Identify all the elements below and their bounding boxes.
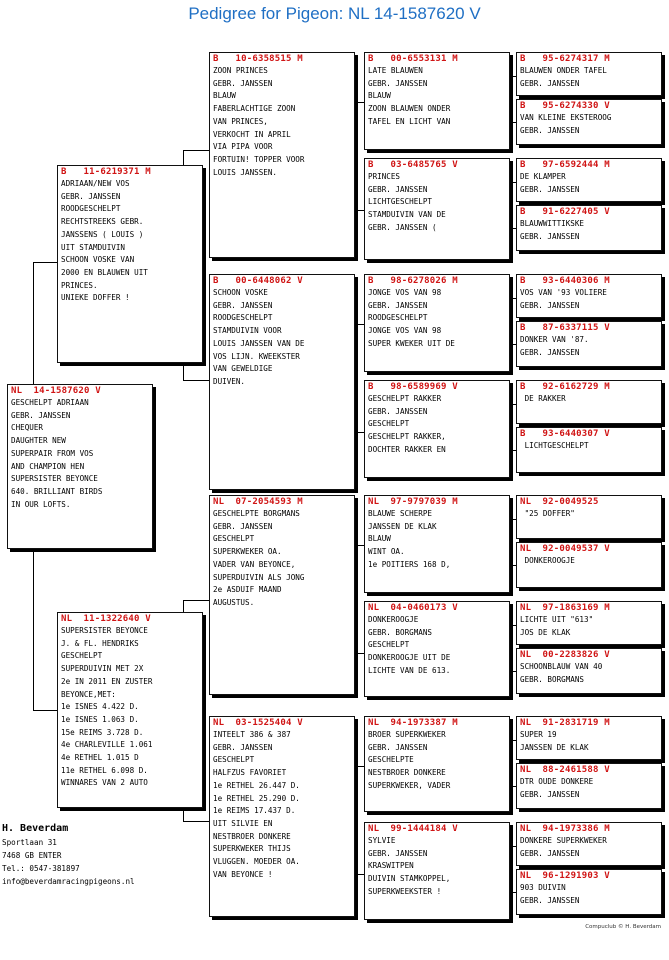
pigeon-info-line: VIA PIPA VOOR — [213, 142, 273, 152]
pigeon-info-line: GEBR. JANSSEN — [213, 300, 273, 310]
pigeon-info-line: DOCHTER RAKKER EN — [368, 444, 446, 454]
subject-pigeon-card[interactable] — [7, 384, 153, 549]
connector-line — [512, 625, 513, 672]
pigeon-info-line: GESCHELPT — [368, 640, 410, 650]
pigeon-info-line: GEBR. BORGMANS — [368, 627, 433, 637]
footer-credit: Compuclub © H. Beverdam — [585, 924, 661, 930]
pigeon-info-line: DONKER VAN '87. — [520, 335, 589, 344]
pigeon-info-line: 4e RETHEL 1.015 D — [61, 753, 139, 763]
pigeon-info-line: BLAUW — [368, 91, 391, 101]
connector-line — [183, 150, 210, 151]
pigeon-info-line: GEBR. JANSSEN — [213, 742, 273, 752]
pigeon-info-line: VADER VAN BEYONCE, — [213, 559, 296, 569]
great-great-grandparent-card[interactable] — [516, 763, 662, 809]
connector-line — [512, 740, 513, 787]
pigeon-info-line: DONKERE SUPERKWEKER — [520, 836, 607, 845]
pigeon-info-line: FORTUIN! TOPPER VOOR — [213, 154, 305, 164]
pigeon-info-line: 1e REIMS 17.437 D. — [213, 806, 296, 816]
pigeon-info-line: JANSSEN DE KLAK — [368, 521, 437, 531]
pigeon-info-line: 15e REIMS 3.728 D. — [61, 727, 144, 737]
ring-number: B 95-6274330 V — [520, 101, 610, 111]
pigeon-info-line: GEBR. JANSSEN — [520, 789, 580, 799]
grandparent-card[interactable] — [209, 495, 355, 695]
ring-number: B 87-6337115 V — [520, 323, 610, 333]
great-great-grandparent-card[interactable] — [516, 542, 662, 588]
pigeon-info-line: GEBR. JANSSEN — [213, 78, 273, 88]
pigeon-info-line: NESTBROER DONKERE — [213, 831, 291, 841]
pigeon-info-line: GEBR. JANSSEN — [61, 191, 121, 201]
ring-number: NL 97-9797039 M — [368, 497, 458, 507]
pigeon-info-line: 903 DUIVIN — [520, 883, 566, 892]
pigeon-info-line: BROER SUPERKWEKER — [368, 730, 446, 739]
pigeon-info-line: SCHOONBLAUW VAN 40 — [520, 662, 603, 671]
connector-line — [512, 519, 513, 566]
pigeon-info-line: LOUIS JANSSEN VAN DE — [213, 338, 305, 348]
pigeon-info-line: JANSSEN DE KLAK — [520, 742, 589, 752]
pigeon-info-line: ROODGESCHELPT — [213, 313, 273, 323]
connector-line — [33, 710, 58, 711]
pigeon-info-line: SUPERPAIR FROM VOS — [11, 448, 94, 458]
pigeon-info-line: GESCHELPT ADRIAAN — [11, 398, 89, 407]
great-great-grandparent-card[interactable] — [516, 495, 662, 539]
ring-number: NL 94-1973387 M — [368, 718, 458, 728]
pigeon-info-line: DONKEROOGJE — [520, 556, 575, 565]
great-great-grandparent-card[interactable] — [516, 716, 662, 760]
pigeon-info-line: KRASWITPEN — [368, 861, 414, 871]
ring-number: NL 96-1291903 V — [520, 871, 610, 881]
ring-number: NL 07-2054593 M — [213, 497, 303, 507]
pigeon-info-line: UIT SILVIE EN — [213, 818, 273, 828]
grandparent-card[interactable] — [209, 274, 355, 490]
ring-number: B 98-6278026 M — [368, 276, 458, 286]
breeder-phone: Tel.: 0547-381897 — [2, 864, 80, 873]
connector-line — [33, 262, 58, 263]
pigeon-info-line: GESCHELPT — [61, 651, 103, 661]
pigeon-info-line: SUPERDUIVIN MET 2X — [61, 664, 144, 674]
pigeon-info-line: NESTBROER DONKERE — [368, 768, 446, 778]
connector-line — [512, 404, 513, 451]
pigeon-info-line: 1e RETHEL 25.290 D. — [213, 793, 300, 803]
pigeon-info-line: 11e RETHEL 6.098 D. — [61, 765, 148, 775]
pigeon-info-line: VOS LIJN. KWEEKSTER — [213, 351, 300, 361]
pigeon-info-line: 4e CHARLEVILLE 1.061 — [61, 740, 153, 750]
pigeon-info-line: GESCHELPT — [368, 419, 410, 429]
pigeon-info-line: GEBR. BORGMANS — [520, 674, 585, 684]
pigeon-info-line: ZOON PRINCES — [213, 66, 268, 75]
pigeon-info-line: GESCHELPT — [213, 534, 255, 544]
pigeon-info-line: GESCHELPTE BORGMANS — [213, 509, 300, 518]
pigeon-info-line: GESCHELPT — [213, 755, 255, 765]
ring-number: NL 11-1322640 V — [61, 614, 151, 624]
breeder-email[interactable]: info@beverdamracingpigeons.nl — [2, 877, 135, 886]
pigeon-info-line: BLAUWWITTIKSKE — [520, 219, 585, 228]
pigeon-info-line: SUPERKWEKER OA. — [213, 547, 282, 557]
pigeon-info-line: DAUGHTER NEW — [11, 436, 66, 446]
breeder-info — [2, 822, 135, 888]
great-grandparent-card[interactable] — [364, 601, 510, 697]
pigeon-info-line: WINNARES VAN 2 AUTO — [61, 778, 148, 788]
pigeon-info-line: UIT STAMDUIVIN — [61, 242, 126, 252]
pigeon-info-line: DE RAKKER — [520, 394, 566, 403]
pigeon-info-line: VLUGGEN. MOEDER OA. — [213, 857, 300, 867]
pigeon-info-line: GEBR. JANSSEN — [368, 184, 428, 194]
great-great-grandparent-card[interactable] — [516, 869, 662, 915]
pigeon-info-line: AUGUSTUS. — [213, 597, 255, 607]
pigeon-info-line: GEBR. JANSSEN — [368, 300, 428, 310]
pigeon-info-line: 1e ISNES 1.063 D. — [61, 714, 139, 724]
pigeon-info-line: J. & FL. HENDRIKS — [61, 638, 139, 648]
pigeon-info-line: BEYONCE,MET: — [61, 689, 116, 699]
connector-line — [33, 262, 34, 386]
ring-number: B 11-6219371 M — [61, 167, 151, 177]
pigeon-info-line: GEBR. JANSSEN — [520, 231, 580, 241]
great-great-grandparent-card[interactable] — [516, 380, 662, 424]
pigeon-info-line: SUPERKWEEKSTER ! — [368, 886, 442, 896]
great-great-grandparent-card[interactable] — [516, 601, 662, 645]
pigeon-info-line: VAN PRINCES, — [213, 116, 268, 126]
pigeon-info-line: BLAUW — [213, 91, 236, 101]
grandparent-card[interactable] — [209, 716, 355, 917]
ring-number: NL 94-1973386 M — [520, 824, 610, 834]
pigeon-info-line: RECHTSTREEKS GEBR. — [61, 217, 144, 227]
dam-card[interactable] — [57, 612, 203, 808]
pigeon-info-line: ROODGESCHELPT — [368, 313, 428, 323]
pigeon-info-line: IN OUR LOFTS. — [11, 499, 71, 509]
pigeon-info-line: BLAUW — [368, 534, 391, 544]
great-grandparent-card[interactable] — [364, 274, 510, 372]
ring-number: B 00-6553131 M — [368, 54, 458, 64]
great-great-grandparent-card[interactable] — [516, 99, 662, 145]
great-grandparent-card[interactable] — [364, 52, 510, 150]
breeder-address: Sportlaan 31 — [2, 838, 57, 847]
pigeon-info-line: SUPERSISTER BEYONCE — [61, 626, 148, 635]
pigeon-info-line: TAFEL EN LICHT VAN — [368, 116, 451, 126]
great-great-grandparent-card[interactable] — [516, 321, 662, 367]
pigeon-info-line: SYLVIE — [368, 836, 396, 845]
pigeon-info-line: GEBR. JANSSEN — [520, 347, 580, 357]
pigeon-info-line: GEBR. JANSSEN — [520, 895, 580, 905]
pigeon-info-line: LICHTE VAN DE 613. — [368, 665, 451, 675]
page-title: Pedigree for Pigeon: NL 14-1587620 V — [188, 4, 481, 23]
ring-number: B 00-6448062 V — [213, 276, 303, 286]
pigeon-info-line: SCHOON VOSKE — [213, 288, 268, 297]
ring-number: B 93-6440307 V — [520, 429, 610, 439]
pigeon-info-line: ROODGESCHELPT — [61, 204, 121, 214]
pigeon-info-line: DUIVEN. — [213, 376, 246, 386]
pigeon-info-line: HALFZUS FAVORIET — [213, 768, 287, 778]
ring-number: NL 99-1444184 V — [368, 824, 458, 834]
connector-line — [183, 807, 184, 821]
pigeon-info-line: LICHTGESCHELPT — [368, 197, 433, 207]
pigeon-info-line: GEBR. JANSSEN — [368, 848, 428, 858]
pigeon-info-line: UNIEKE DOFFER ! — [61, 293, 130, 303]
pigeon-info-line: DONKEROOGJE UIT DE — [368, 653, 451, 663]
great-grandparent-card[interactable] — [364, 158, 510, 260]
pigeon-info-line: 2000 EN BLAUWEN UIT — [61, 267, 148, 277]
pigeon-info-line: GEBR. JANSSEN — [368, 78, 428, 88]
pigeon-info-line: LATE BLAUWEN — [368, 66, 423, 75]
pigeon-info-line: CHEQUER — [11, 423, 44, 433]
pigeon-info-line: SUPERKWEKER THIJS — [213, 844, 291, 854]
pigeon-info-line: JANSSENS ( LOUIS ) — [61, 229, 144, 239]
connector-line — [183, 150, 184, 166]
ring-number: B 03-6485765 V — [368, 160, 458, 170]
connector-line — [512, 76, 513, 123]
pigeon-info-line: VAN BEYONCE ! — [213, 869, 273, 879]
pigeon-info-line: ZOON BLAUWEN ONDER — [368, 104, 451, 114]
pigeon-info-line: JONGE VOS VAN 98 — [368, 288, 442, 297]
pigeon-info-line: GESCHELPT RAKKER — [368, 394, 442, 403]
pigeon-info-line: VAN GEWELDIGE — [213, 364, 273, 374]
ring-number: B 97-6592444 M — [520, 160, 610, 170]
pigeon-info-line: LICHTGESCHELPT — [520, 441, 589, 450]
pigeon-info-line: DTR OUDE DONKERE — [520, 777, 594, 786]
pigeon-info-line: ADRIAAN/NEW VOS — [61, 179, 130, 188]
great-great-grandparent-card[interactable] — [516, 274, 662, 318]
pigeon-info-line: GEBR. JANSSEN — [368, 406, 428, 416]
great-great-grandparent-card[interactable] — [516, 205, 662, 251]
pigeon-info-line: JOS DE KLAK — [520, 627, 571, 637]
ring-number: NL 92-0049537 V — [520, 544, 610, 554]
pigeon-info-line: SCHOON VOSKE VAN — [61, 255, 135, 265]
pigeon-info-line: SUPERDUIVIN ALS JONG — [213, 572, 305, 582]
pigeon-info-line: INTEELT 386 & 387 — [213, 730, 291, 739]
great-great-grandparent-card[interactable] — [516, 648, 662, 694]
great-great-grandparent-card[interactable] — [516, 427, 662, 473]
pigeon-info-line: DE KLAMPER — [520, 172, 566, 181]
ring-number: B 92-6162729 M — [520, 382, 610, 392]
ring-number: B 93-6440306 M — [520, 276, 610, 286]
great-grandparent-card[interactable] — [364, 822, 510, 920]
grandparent-card[interactable] — [209, 52, 355, 258]
pigeon-info-line: LOUIS JANSSEN. — [213, 167, 278, 177]
pigeon-info-line: "25 DOFFER" — [520, 509, 575, 518]
connector-line — [183, 362, 184, 380]
pigeon-info-line: PRINCES — [368, 172, 401, 181]
pigeon-info-line: VOS VAN '93 VOLIERE — [520, 288, 607, 297]
pigeon-info-line: GESCHELPTE — [368, 755, 414, 765]
pigeon-info-line: GEBR. JANSSEN — [520, 78, 580, 88]
pigeon-info-line: FABERLACHTIGE ZOON — [213, 104, 296, 114]
pigeon-info-line: SUPER KWEKER UIT DE — [368, 338, 455, 348]
pigeon-info-line: VERKOCHT IN APRIL — [213, 129, 291, 139]
ring-number: B 10-6358515 M — [213, 54, 303, 64]
ring-number: NL 00-2283826 V — [520, 650, 610, 660]
great-great-grandparent-card[interactable] — [516, 52, 662, 96]
ring-number: NL 88-2461588 V — [520, 765, 610, 775]
ring-number: B 95-6274317 M — [520, 54, 610, 64]
pigeon-info-line: LICHTE UIT "613" — [520, 615, 594, 624]
pigeon-info-line: JONGE VOS VAN 98 — [368, 326, 442, 336]
great-great-grandparent-card[interactable] — [516, 822, 662, 866]
pigeon-info-line: WINT OA. — [368, 547, 405, 557]
pigeon-info-line: GEBR. JANSSEN — [213, 521, 273, 531]
great-great-grandparent-card[interactable] — [516, 158, 662, 202]
pigeon-info-line: STAMDUIVIN VAN DE — [368, 210, 446, 220]
connector-line — [183, 600, 210, 601]
pigeon-info-line: GEBR. JANSSEN — [520, 300, 580, 310]
pigeon-info-line: 1e ISNES 4.422 D. — [61, 702, 139, 712]
pigeon-info-line: GEBR. JANSSEN — [520, 184, 580, 194]
pigeon-info-line: 1e RETHEL 26.447 D. — [213, 780, 300, 790]
pigeon-info-line: GEBR. JANSSEN — [520, 848, 580, 858]
pigeon-info-line: PRINCES. — [61, 280, 98, 290]
great-grandparent-card[interactable] — [364, 380, 510, 478]
connector-line — [512, 298, 513, 345]
ring-number: NL 04-0460173 V — [368, 603, 458, 613]
pigeon-info-line: 640. BRILLIANT BIRDS — [11, 486, 103, 496]
pigeon-info-line: 2e ASDUIF MAAND — [213, 585, 282, 595]
pigeon-info-line: 1e POITIERS 168 D, — [368, 559, 451, 569]
ring-number: NL 92-0049525 — [520, 497, 599, 507]
pigeon-info-line: BLAUWEN ONDER TAFEL — [520, 66, 607, 75]
connector-line — [183, 380, 210, 381]
connector-line — [33, 548, 34, 710]
pigeon-info-line: GEBR. JANSSEN — [520, 125, 580, 135]
ring-number: NL 14-1587620 V — [11, 386, 101, 396]
pigeon-info-line: AND CHAMPION HEN — [11, 461, 85, 471]
pigeon-info-line: GEBR. JANSSEN ( — [368, 222, 437, 232]
pigeon-info-line: SUPER 19 — [520, 730, 557, 739]
ring-number: NL 97-1863169 M — [520, 603, 610, 613]
ring-number: B 98-6589969 V — [368, 382, 458, 392]
great-grandparent-card[interactable] — [364, 495, 510, 593]
pigeon-info-line: STAMDUIVIN VOOR — [213, 326, 282, 336]
pigeon-info-line: SUPERKWEKER, VADER — [368, 780, 451, 790]
breeder-city: 7468 GB ENTER — [2, 851, 62, 860]
great-grandparent-card[interactable] — [364, 716, 510, 812]
breeder-name: H. Beverdam — [2, 823, 69, 834]
pigeon-info-line: SUPERSISTER BEYONCE — [11, 474, 98, 484]
sire-card[interactable] — [57, 165, 203, 363]
pigeon-info-line: DUIVIN STAMKOPPEL, — [368, 874, 451, 884]
pigeon-info-line: GEBR. JANSSEN — [11, 410, 71, 420]
pigeon-info-line: VAN KLEINE EKSTEROOG — [520, 113, 612, 122]
connector-line — [512, 182, 513, 229]
pigeon-info-line: GESCHELPT RAKKER, — [368, 432, 446, 442]
pigeon-info-line: 2e IN 2011 EN ZUSTER — [61, 676, 153, 686]
ring-number: NL 91-2831719 M — [520, 718, 610, 728]
ring-number: B 91-6227405 V — [520, 207, 610, 217]
pigeon-info-line: DONKEROOGJE — [368, 615, 419, 624]
pigeon-info-line: GEBR. JANSSEN — [368, 742, 428, 752]
connector-line — [512, 846, 513, 893]
ring-number: NL 03-1525404 V — [213, 718, 303, 728]
pigeon-info-line: BLAUWE SCHERPE — [368, 509, 433, 518]
connector-line — [183, 821, 210, 822]
